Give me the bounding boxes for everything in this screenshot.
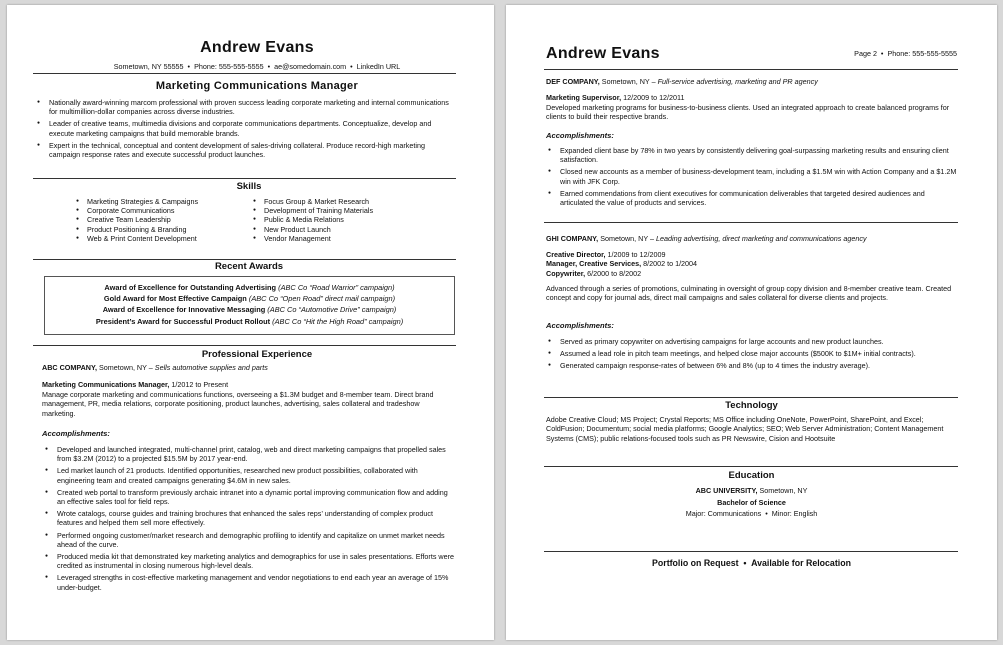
accomplishment-item: ● Closed new accounts as a member of business-development team, including a $1.5M win with Action Company and a $1.2M win with JFK Corp. xyxy=(546,167,958,185)
divider xyxy=(544,397,958,398)
accomplishment-item: ● Led market launch of 21 products. Identified opportunities, researched new product possibilities, collaborated with engineering team and created campaigns generating $4.6M in new sales. xyxy=(43,466,457,484)
skill-item: ● Vendor Management xyxy=(252,234,373,243)
job1-company: ABC COMPANY, xyxy=(42,363,97,372)
job1-role-line xyxy=(42,380,228,389)
job2-accomplishments xyxy=(546,146,958,210)
accomplishment-item: ● Generated campaign response-rates of between 6% and 8% (up to 4 times the industry average). xyxy=(546,361,958,370)
education-degree: Bachelor of Science xyxy=(717,498,786,507)
job3-role: Manager, Creative Services, 8/2002 to 1/2004 xyxy=(546,259,698,269)
divider xyxy=(544,69,958,70)
page1-name: Andrew Evans xyxy=(200,39,314,56)
summary-item: ● Nationally award-winning marcom professional with proven success leading corporate marketing and internal communications for multimillion-dollar companies across diverse industries. xyxy=(35,98,455,116)
job2-header: DEF COMPANY, Sometown, NY – Full-service advertising, marketing and PR agency xyxy=(546,77,818,86)
awards-title: Recent Awards xyxy=(214,261,284,272)
contact-line: Sometown, NY 55555 • Phone: 555-555-5555 • ae@somedomain.com • LinkedIn URL xyxy=(113,62,401,71)
job1-summary: Manage corporate marketing and communications functions, overseeing a $1.3M budget and 8-member team. Direct brand management, PR, media relations, corporate positioning, product launches, advertising, sales collateral and tradeshow marketing. xyxy=(42,390,434,418)
footer-portfolio: Portfolio on Request xyxy=(652,558,739,568)
technology-text: Adobe Creative Cloud; MS Project; Crystal Reports; MS Office including OneNote, PowerPoint, SharePoint, and Excel; ColdFusion; Documentum; social media platforms; Google Analytics; SEO; Web Server Administration; Content Management Systems (CMS); public relations-focused tools such as PR Newswire, Cision and Hootsuite xyxy=(546,415,944,443)
job3-accomplishments xyxy=(546,337,958,374)
skill-item: ● Development of Training Materials xyxy=(252,206,373,215)
divider xyxy=(544,222,958,223)
accomplishment-item: ● Served as primary copywriter on advertising campaigns for large accounts and new product launches. xyxy=(546,337,958,346)
skill-item: ● Product Positioning & Branding xyxy=(75,225,198,234)
award-line: Award of Excellence for Innovative Messaging (ABC Co “Automotive Drive” campaign) xyxy=(102,305,397,315)
skill-item: ● New Product Launch xyxy=(252,225,373,234)
skill-item: ● Web & Print Content Development xyxy=(75,234,198,243)
skills-title: Skills xyxy=(236,181,262,192)
job1-location: Sometown, NY – xyxy=(98,363,153,372)
headline: Marketing Communications Manager xyxy=(155,80,359,92)
skill-item: ● Public & Media Relations xyxy=(252,215,373,224)
resume-page-2 xyxy=(506,5,997,640)
divider xyxy=(33,345,456,346)
awards-box xyxy=(44,276,455,335)
job2-summary: Developed marketing programs for business-to-business clients. Used an integrated approach to create balanced programs for clients to build their respective brands. xyxy=(546,103,950,122)
footer-line: Portfolio on Request • Available for Relocation xyxy=(652,558,851,568)
education-major-minor: Major: Communications • Minor: English xyxy=(685,509,818,518)
accomplishment-item: ● Assumed a lead role in pitch team meetings, and helped close major accounts ($500K to $1M+ initial contracts). xyxy=(546,349,958,358)
accomplishment-item: ● Performed ongoing customer/market research and demographic profiling to identify and capitalize on unmet market needs ahead of the curve. xyxy=(43,531,457,549)
job2-acc-label: Accomplishments: xyxy=(546,131,614,140)
award-line: Gold Award for Most Effective Campaign (ABC Co “Open Road” direct mail campaign) xyxy=(103,294,396,304)
accomplishment-item: ● Developed and launched integrated, multi-channel print, catalog, web and direct marketing campaigns that propelled sales from $3.2M (2012) to a projected $15.5M by 2017 year-end. xyxy=(43,445,457,463)
divider xyxy=(33,259,456,260)
summary-item: ● Expert in the technical, conceptual and content development of sales-driving collateral. Produce record-high marketing campaign response rates and execute successful product launches. xyxy=(35,141,455,159)
page2-header-info: Page 2 • Phone: 555-555-5555 xyxy=(854,49,957,58)
divider xyxy=(544,551,958,552)
contact-city: Sometown, NY 55555 xyxy=(113,62,184,71)
contact-linkedin[interactable]: LinkedIn URL xyxy=(356,62,401,71)
contact-phone: Phone: 555-555-5555 xyxy=(194,62,264,71)
award-line: Award of Excellence for Outstanding Advertising (ABC Co “Road Warrior” campaign) xyxy=(104,283,395,292)
page-number: Page 2 xyxy=(854,49,877,58)
job3-header: GHI COMPANY, Sometown, NY – Leading advertising, direct marketing and communications agency xyxy=(546,234,867,243)
skill-item: ● Marketing Strategies & Campaigns xyxy=(75,197,198,206)
page2-phone: Phone: 555-555-5555 xyxy=(887,49,957,58)
divider xyxy=(33,178,456,179)
job3-role: Creative Director, 1/2009 to 12/2009 xyxy=(546,250,666,259)
award-line: President’s Award for Successful Product Rollout (ABC Co “Hit the High Road” campaign) xyxy=(95,316,404,326)
job3-acc-label: Accomplishments: xyxy=(546,321,614,330)
divider xyxy=(544,466,958,467)
page2-name: Andrew Evans xyxy=(546,45,660,62)
accomplishment-item: ● Created web portal to transform previously archaic intranet into a dynamic portal improving communication flow and adding an effective sales tool for field reps. xyxy=(43,488,457,506)
summary-item: ● Leader of creative teams, multimedia divisions and corporate communications departments. Conceptualize, develop and execute marketing campaigns that build memorable brands. xyxy=(35,119,455,137)
contact-email[interactable]: ae@somedomain.com xyxy=(274,62,347,71)
resume-page-1 xyxy=(7,5,494,640)
job3-roles xyxy=(546,250,697,278)
education-title: Education xyxy=(728,470,775,481)
accomplishment-item: ● Expanded client base by 78% in two years by consistently delivering goal-surpassing marketing results and ensuring client satisfaction. xyxy=(546,146,958,164)
accomplishment-item: ● Leveraged strengths in cost-effective marketing management and vendor negotiations to end each year an average of 15% under-budget. xyxy=(43,573,457,591)
skills-right-list xyxy=(252,197,373,243)
job1-acc-label: Accomplishments: xyxy=(42,429,110,438)
job1-header xyxy=(42,363,268,372)
technology-title: Technology xyxy=(725,400,778,411)
footer-relocation: Available for Relocation xyxy=(751,558,851,568)
job2-role-line: Marketing Supervisor, 12/2009 to 12/2011 xyxy=(546,93,685,102)
job1-desc: Sells automotive supplies and parts xyxy=(154,363,268,372)
job3-summary: Advanced through a series of promotions, culminating in oversight of group copy division and 8-member creative team. Created concept and copy for journal ads, direct mail campaigns and sales collateral for diverse clients and projects. xyxy=(546,284,952,303)
summary-list xyxy=(35,98,455,162)
divider xyxy=(33,73,456,74)
accomplishment-item: ● Wrote catalogs, course guides and training brochures that enhanced the sales reps’ understanding of complex product features and helped them sell more effectively. xyxy=(43,509,457,527)
accomplishment-item: ● Produced media kit that demonstrated key marketing analytics and demographics for use in sales presentations. Efforts were credited as instrumental in closing numerous high-level deals. xyxy=(43,552,457,570)
accomplishment-item: ● Earned commendations from client executives for communication deliverables that targeted desired audiences and articulated the value of products and services. xyxy=(546,189,958,207)
skills-left-list xyxy=(75,197,198,243)
experience-title: Professional Experience xyxy=(201,349,313,360)
job1-role: Marketing Communications Manager, xyxy=(42,380,170,389)
job1-dates: 1/2012 to Present xyxy=(171,380,229,389)
skill-item: ● Focus Group & Market Research xyxy=(252,197,373,206)
job1-accomplishments xyxy=(43,445,457,595)
skill-item: ● Corporate Communications xyxy=(75,206,198,215)
job3-role: Copywriter, 6/2000 to 8/2002 xyxy=(546,268,642,278)
education-school-line: ABC UNIVERSITY, Sometown, NY xyxy=(695,486,808,495)
skill-item: ● Creative Team Leadership xyxy=(75,215,198,224)
